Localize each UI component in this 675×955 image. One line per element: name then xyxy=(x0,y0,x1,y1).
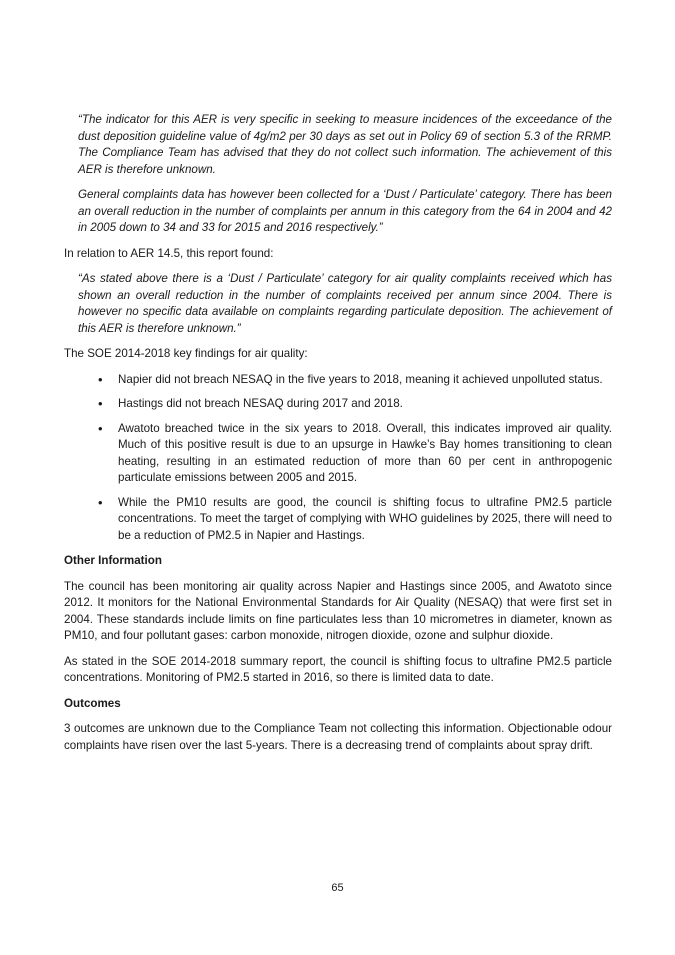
body-paragraph: As stated in the SOE 2014-2018 summary report, the council is shifting focus to ultrafine PM2.5 particle concentrations. Monitoring of PM2.5 started in 2016, so there is limited data to date. xyxy=(64,654,612,684)
body-paragraph: 3 outcomes are unknown due to the Compliance Team not collecting this information. Objectionable odour complaints have risen over the last 5-years. There is a decreasing trend of complaints about spray drift. xyxy=(64,722,612,752)
list-item: • Napier did not breach NESAQ in the five years to 2018, meaning it achieved unpolluted status. xyxy=(64,372,612,389)
quote-paragraph: “The indicator for this AER is very specific in seeking to measure incidences of the exceedance of the dust deposition guideline value of 4g/m2 per 30 days as set out in Policy 69 of section 5.3 of the RRMP. The Compliance Team has advised that they do not collect such information. The achievement of this AER is therefore unknown. xyxy=(78,113,612,176)
quote-paragraph: “As stated above there is a ‘Dust / Particulate’ category for air quality complaints received which has shown an overall reduction in the number of complaints received per annum since 2004. There is however no specific data available on complaints regarding particulate deposition. The achievement of this AER is therefore unknown.” xyxy=(78,272,612,335)
key-findings-list xyxy=(64,372,612,545)
section-heading-other-information: Other Information xyxy=(64,554,162,567)
section-heading-outcomes: Outcomes xyxy=(64,696,121,710)
page-number: 65 xyxy=(331,882,344,894)
quote-paragraph: General complaints data has however been collected for a ‘Dust / Particulate’ category. There has been an overall reduction in the number of complaints per annum in this category from the 64 in 2004 and 42 in 2005 down to 34 and 33 for 2015 and 2016 respectively.” xyxy=(78,188,612,234)
list-item: • While the PM10 results are good, the council is shifting focus to ultrafine PM2.5 particle concentrations. To meet the target of complying with WHO guidelines by 2025, there will need to be a reduction of PM2.5 in Napier and Hastings. xyxy=(64,495,612,545)
body-paragraph: The council has been monitoring air quality across Napier and Hastings since 2005, and Awatoto since 2012. It monitors for the National Environmental Standards for Air Quality (NESAQ) that were first set in 2004. These standards include limits on fine particulates less than 10 micrometres in diameter, known as PM10, and four pollutant gases: carbon monoxide, nitrogen dioxide, ozone and sulphur dioxide. xyxy=(64,579,612,642)
page-content xyxy=(64,112,612,763)
aer-intro-text: In relation to AER 14.5, this report found: xyxy=(64,246,274,260)
list-item: • Awatoto breached twice in the six years to 2018. Overall, this indicates improved air quality. Much of this positive result is due to an upsurge in Hawke’s Bay homes transitioning to clean heating, resulting in an estimated reduction of more than 60 per cent in anthropogenic particulate emissions between 2005 and 2015. xyxy=(64,421,612,487)
soe-intro-text: The SOE 2014-2018 key findings for air quality: xyxy=(64,347,308,360)
list-item: • Hastings did not breach NESAQ during 2017 and 2018. xyxy=(64,396,612,413)
